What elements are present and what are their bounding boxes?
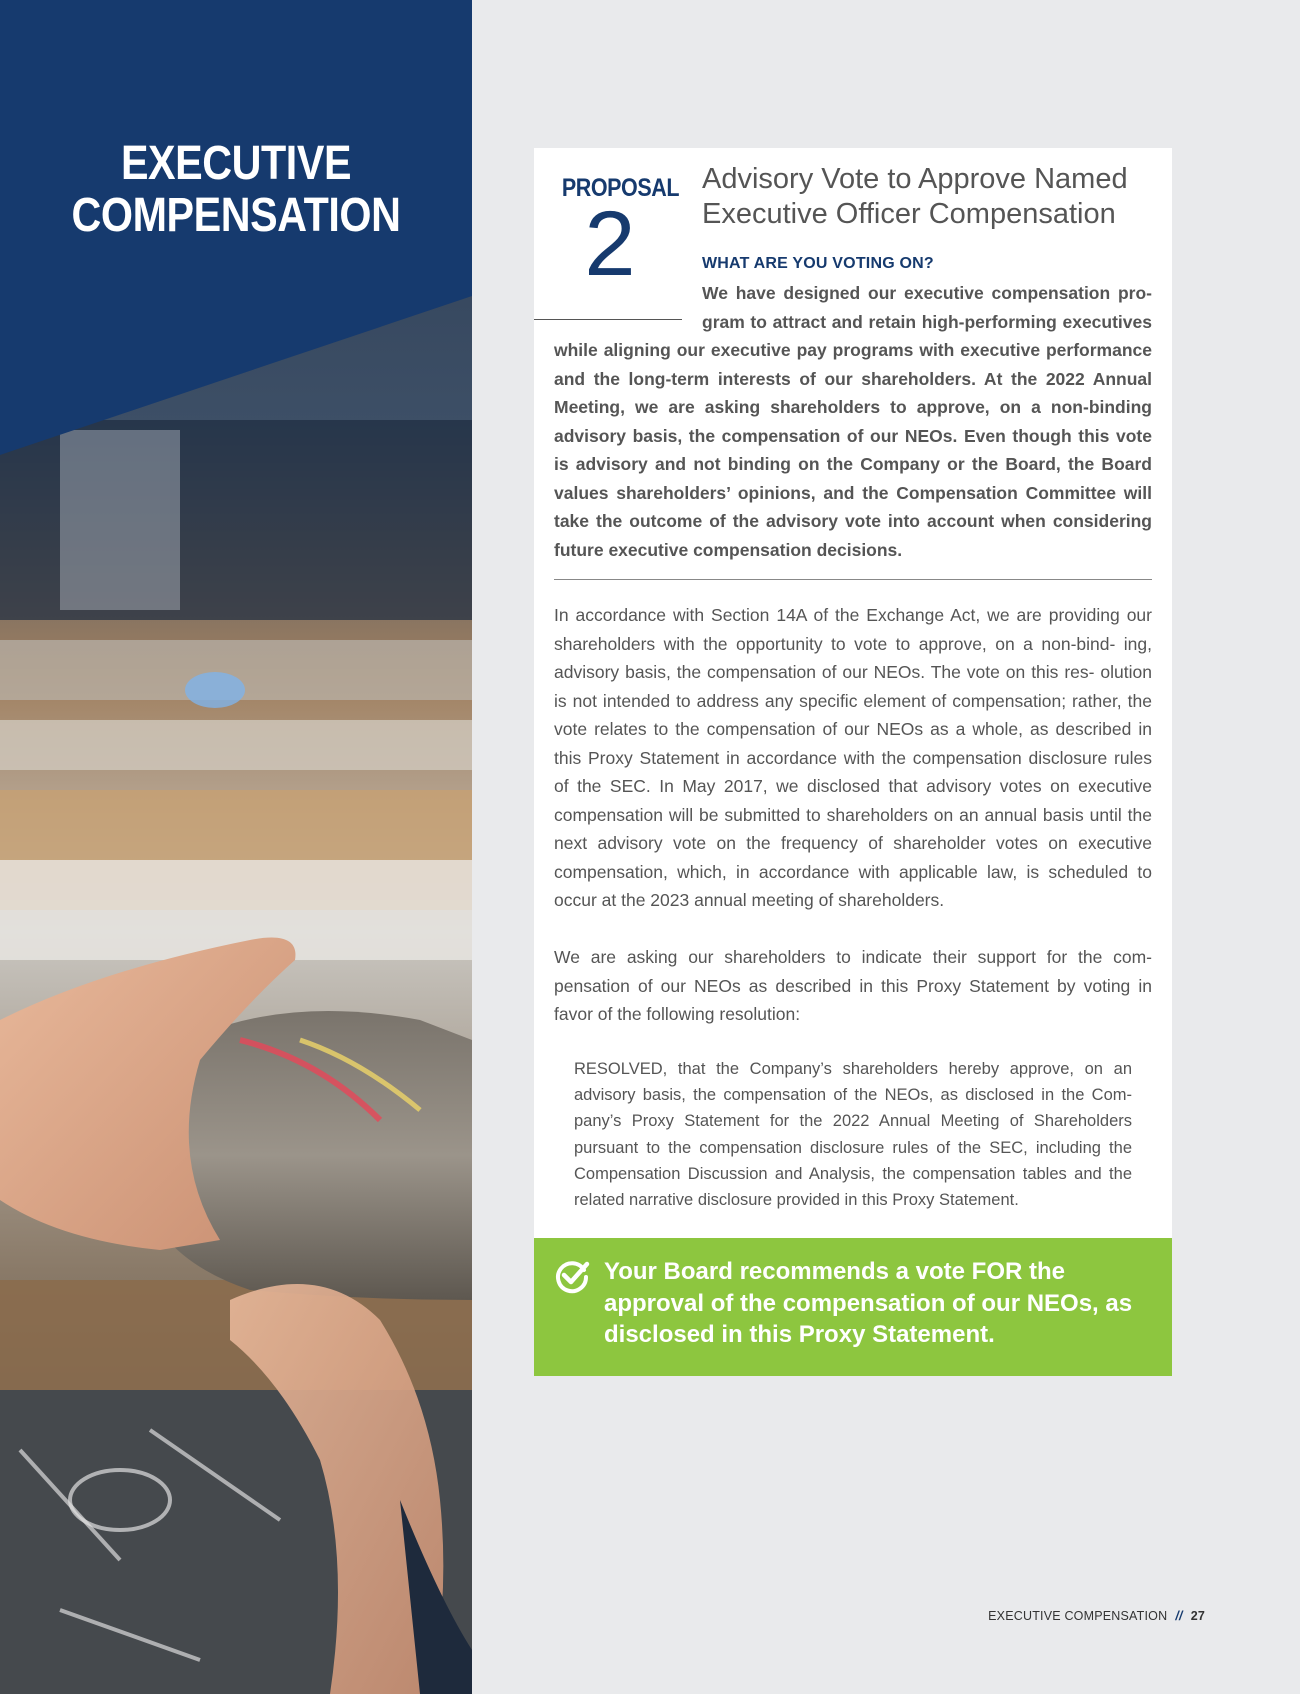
board-recommendation (534, 1238, 1172, 1376)
page-number: 27 (1190, 1609, 1205, 1623)
proposal-label: PROPOSAL (561, 174, 680, 202)
section-title-line1: EXECUTIVE (120, 137, 352, 190)
proposal-number: 2 (584, 193, 636, 295)
recommendation-text: Your Board recommends a vote FOR the approval of the compensation of our NEOs, as disclosed in this Proxy Statement. (604, 1258, 1133, 1348)
check-circle-icon (554, 1258, 590, 1294)
proposal-card (534, 148, 1172, 1238)
lead-text: while aligning our executive pay programs with executive performance and the long-term interests of our shareholders. At the 2022 Annual Meeting, we are asking shareholders to approve, on a non-binding advisory basis, the compensation of our NEOs. Even though this vote is advisory and not binding on the Company or the Board, the Board values shareholders’ opinions, and the Compensation Committee will take the outcome of the advisory vote into account when considering future executive compensation decisions. (554, 340, 1152, 560)
proposal-badge (534, 148, 682, 320)
divider (554, 579, 1152, 580)
section-title (33, 138, 439, 242)
voting-subhead: WHAT ARE YOU VOTING ON? (702, 255, 934, 272)
proposal-rule (534, 319, 682, 320)
body-paragraph-2: We are asking our shareholders to indicate their support for the com- pensation of our NEOs as described in this Proxy Statement by voting in favor of the following resolution: (554, 947, 1152, 1024)
left-column (0, 0, 472, 1694)
page-footer (988, 1609, 1205, 1623)
resolution-text: RESOLVED, that the Company’s shareholders hereby approve, on an advisory basis, the compensation of the NEOs, as disclosed in the Com- pany’s Proxy Statement for the 2022 Annual Meeting of Shareholders pursuant to the compensation disclosure rules of the SEC, including the Compensation Discussion and Analysis, the compensation tables and the related narrative disclosure provided in this Proxy Statement. (574, 1060, 1132, 1210)
footer-section: EXECUTIVE COMPENSATION (988, 1609, 1168, 1623)
proposal-title: Advisory Vote to Approve Named Executive Officer Compensation (702, 163, 1128, 230)
body-paragraph-1: In accordance with Section 14A of the Exchange Act, we are providing our shareholders with the opportunity to vote to approve, on a non-bind- ing, advisory basis, the compensation of our NEOs. The vote on this res- olution is not intended to address any specific element of compensation; rather, the vote relates to the compensation of our NEOs as a whole, as described in this Proxy Statement in accordance with the compensation disclosure rules of the SEC. In May 2017, we disclosed that advisory votes on executive compensation will be submitted to shareholders on an annual basis until the next advisory vote on the frequency of shareholder votes on executive compensation, which, in accordance with applicable law, is scheduled to occur at the 2023 annual meeting of shareholders. (554, 605, 1152, 910)
section-title-line2: COMPENSATION (71, 189, 401, 242)
lead-text-wrapped: We have designed our executive compensation pro- gram to attract and retain high-performing executives (702, 283, 1152, 332)
footer-separator: // (1175, 1609, 1183, 1623)
